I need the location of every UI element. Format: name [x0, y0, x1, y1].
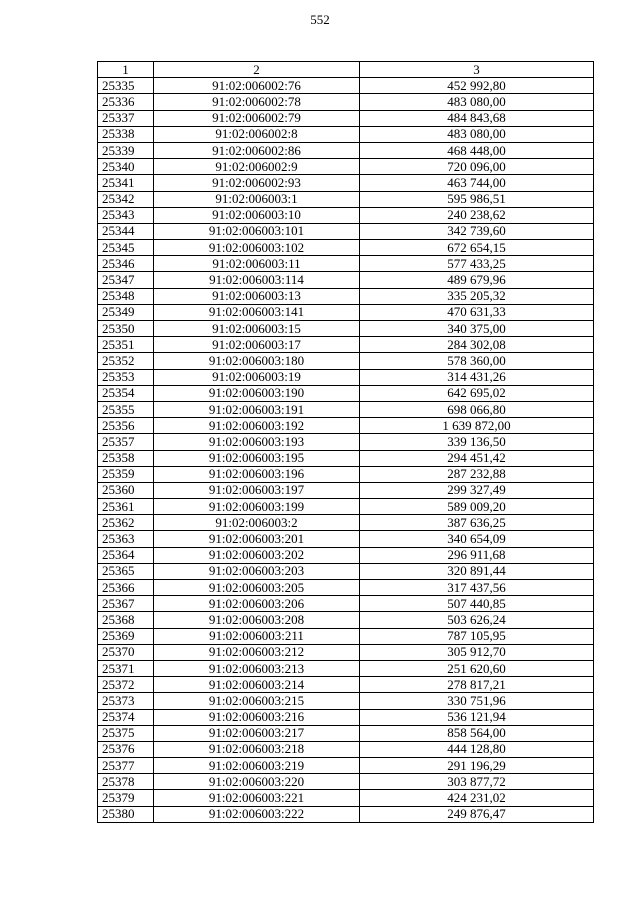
cadastral-value-cell: 589 009,20 — [360, 499, 594, 515]
page-number: 552 — [310, 12, 330, 27]
row-index-cell: 25380 — [98, 806, 154, 822]
cadastral-value-cell: 387 636,25 — [360, 515, 594, 531]
table-row — [98, 466, 594, 482]
cadastral-number-cell: 91:02:006003:11 — [154, 256, 360, 272]
cadastral-value-cell: 294 451,42 — [360, 450, 594, 466]
table-row — [98, 693, 594, 709]
row-index-cell: 25348 — [98, 288, 154, 304]
cadastral-value-cell: 1 639 872,00 — [360, 418, 594, 434]
cadastral-number-cell: 91:02:006003:212 — [154, 644, 360, 660]
cadastral-value-cell: 483 080,00 — [360, 94, 594, 110]
row-index-cell: 25358 — [98, 450, 154, 466]
cadastral-number-cell: 91:02:006003:203 — [154, 563, 360, 579]
table-row — [98, 175, 594, 191]
row-index-cell: 25373 — [98, 693, 154, 709]
row-index-cell: 25363 — [98, 531, 154, 547]
table-row — [98, 434, 594, 450]
cadastral-value-cell: 484 843,68 — [360, 110, 594, 126]
table-row — [98, 288, 594, 304]
cadastral-number-cell: 91:02:006002:76 — [154, 78, 360, 94]
cadastral-value-cell: 507 440,85 — [360, 596, 594, 612]
cadastral-number-cell: 91:02:006002:8 — [154, 126, 360, 142]
table-row — [98, 725, 594, 741]
table-row — [98, 660, 594, 676]
row-index-cell: 25341 — [98, 175, 154, 191]
cadastral-number-cell: 91:02:006003:15 — [154, 321, 360, 337]
row-index-cell: 25347 — [98, 272, 154, 288]
cadastral-value-cell: 296 911,68 — [360, 547, 594, 563]
cadastral-value-cell: 320 891,44 — [360, 563, 594, 579]
row-index-cell: 25342 — [98, 191, 154, 207]
row-index-cell: 25371 — [98, 660, 154, 676]
cadastral-number-cell: 91:02:006003:10 — [154, 207, 360, 223]
table-row — [98, 547, 594, 563]
table-row — [98, 709, 594, 725]
cadastral-number-cell: 91:02:006003:206 — [154, 596, 360, 612]
cadastral-number-cell: 91:02:006003:211 — [154, 628, 360, 644]
row-index-cell: 25359 — [98, 466, 154, 482]
table-row — [98, 126, 594, 142]
table-row — [98, 741, 594, 757]
table-row — [98, 385, 594, 401]
cadastral-number-cell: 91:02:006003:215 — [154, 693, 360, 709]
row-index-cell: 25356 — [98, 418, 154, 434]
row-index-cell: 25350 — [98, 321, 154, 337]
cadastral-number-cell: 91:02:006003:196 — [154, 466, 360, 482]
cadastral-number-cell: 91:02:006003:208 — [154, 612, 360, 628]
row-index-cell: 25366 — [98, 580, 154, 596]
row-index-cell: 25360 — [98, 482, 154, 498]
row-index-cell: 25378 — [98, 774, 154, 790]
table-row — [98, 790, 594, 806]
cadastral-number-cell: 91:02:006003:2 — [154, 515, 360, 531]
cadastral-number-cell: 91:02:006003:219 — [154, 758, 360, 774]
cadastral-value-cell: 342 739,60 — [360, 223, 594, 239]
cadastral-value-cell: 595 986,51 — [360, 191, 594, 207]
cadastral-number-cell: 91:02:006003:192 — [154, 418, 360, 434]
cadastral-number-cell: 91:02:006003:214 — [154, 677, 360, 693]
table-row — [98, 240, 594, 256]
row-index-cell: 25357 — [98, 434, 154, 450]
cadastral-number-cell: 91:02:006003:180 — [154, 353, 360, 369]
cadastral-value-cell: 284 302,08 — [360, 337, 594, 353]
table-row — [98, 110, 594, 126]
row-index-cell: 25374 — [98, 709, 154, 725]
cadastral-number-cell: 91:02:006002:93 — [154, 175, 360, 191]
cadastral-number-cell: 91:02:006003:141 — [154, 304, 360, 320]
table-row — [98, 369, 594, 385]
row-index-cell: 25343 — [98, 207, 154, 223]
table-row — [98, 563, 594, 579]
row-index-cell: 25351 — [98, 337, 154, 353]
table-row — [98, 628, 594, 644]
cadastral-value-cell: 536 121,94 — [360, 709, 594, 725]
cadastral-value-cell: 468 448,00 — [360, 142, 594, 158]
row-index-cell: 25365 — [98, 563, 154, 579]
table-row — [98, 499, 594, 515]
cadastral-value-cell: 314 431,26 — [360, 369, 594, 385]
table-row — [98, 450, 594, 466]
row-index-cell: 25362 — [98, 515, 154, 531]
cadastral-value-cell: 330 751,96 — [360, 693, 594, 709]
cadastral-number-cell: 91:02:006003:216 — [154, 709, 360, 725]
table-row — [98, 223, 594, 239]
row-index-cell: 25344 — [98, 223, 154, 239]
row-index-cell: 25338 — [98, 126, 154, 142]
column-header-index: 1 — [98, 62, 154, 78]
table-row — [98, 644, 594, 660]
cadastral-value-cell: 299 327,49 — [360, 482, 594, 498]
table-row — [98, 159, 594, 175]
cadastral-number-cell: 91:02:006003:101 — [154, 223, 360, 239]
row-index-cell: 25368 — [98, 612, 154, 628]
row-index-cell: 25364 — [98, 547, 154, 563]
row-index-cell: 25375 — [98, 725, 154, 741]
cadastral-value-cell: 489 679,96 — [360, 272, 594, 288]
row-index-cell: 25377 — [98, 758, 154, 774]
table-row — [98, 612, 594, 628]
cadastral-value-cell: 339 136,50 — [360, 434, 594, 450]
row-index-cell: 25339 — [98, 142, 154, 158]
cadastral-value-cell: 642 695,02 — [360, 385, 594, 401]
row-index-cell: 25361 — [98, 499, 154, 515]
cadastral-value-cell: 249 876,47 — [360, 806, 594, 822]
cadastral-number-cell: 91:02:006003:190 — [154, 385, 360, 401]
cadastral-number-cell: 91:02:006002:86 — [154, 142, 360, 158]
cadastral-value-cell: 578 360,00 — [360, 353, 594, 369]
column-header-value: 3 — [360, 62, 594, 78]
cadastral-number-cell: 91:02:006003:1 — [154, 191, 360, 207]
table-row — [98, 142, 594, 158]
cadastral-value-cell: 858 564,00 — [360, 725, 594, 741]
cadastral-value-cell: 503 626,24 — [360, 612, 594, 628]
row-index-cell: 25372 — [98, 677, 154, 693]
cadastral-value-cell: 291 196,29 — [360, 758, 594, 774]
table-row — [98, 337, 594, 353]
table-row — [98, 774, 594, 790]
cadastral-value-cell: 303 877,72 — [360, 774, 594, 790]
table-row — [98, 418, 594, 434]
table-row — [98, 596, 594, 612]
table-header-row — [98, 62, 594, 78]
cadastral-number-cell: 91:02:006003:195 — [154, 450, 360, 466]
cadastral-value-cell: 698 066,80 — [360, 401, 594, 417]
cadastral-value-cell: 672 654,15 — [360, 240, 594, 256]
cadastral-value-table — [97, 61, 594, 823]
cadastral-value-cell: 335 205,32 — [360, 288, 594, 304]
cadastral-number-cell: 91:02:006002:79 — [154, 110, 360, 126]
row-index-cell: 25354 — [98, 385, 154, 401]
cadastral-value-cell: 240 238,62 — [360, 207, 594, 223]
table-row — [98, 515, 594, 531]
cadastral-value-cell: 787 105,95 — [360, 628, 594, 644]
cadastral-number-cell: 91:02:006003:218 — [154, 741, 360, 757]
cadastral-value-cell: 340 654,09 — [360, 531, 594, 547]
cadastral-number-cell: 91:02:006003:114 — [154, 272, 360, 288]
cadastral-number-cell: 91:02:006003:102 — [154, 240, 360, 256]
table-row — [98, 482, 594, 498]
row-index-cell: 25355 — [98, 401, 154, 417]
cadastral-number-cell: 91:02:006003:191 — [154, 401, 360, 417]
table-row — [98, 321, 594, 337]
table-row — [98, 272, 594, 288]
table-row — [98, 256, 594, 272]
row-index-cell: 25346 — [98, 256, 154, 272]
cadastral-number-cell: 91:02:006003:199 — [154, 499, 360, 515]
cadastral-number-cell: 91:02:006003:202 — [154, 547, 360, 563]
cadastral-number-cell: 91:02:006003:222 — [154, 806, 360, 822]
cadastral-number-cell: 91:02:006003:221 — [154, 790, 360, 806]
table-row — [98, 531, 594, 547]
cadastral-value-cell: 287 232,88 — [360, 466, 594, 482]
row-index-cell: 25345 — [98, 240, 154, 256]
table-row — [98, 94, 594, 110]
cadastral-value-cell: 483 080,00 — [360, 126, 594, 142]
row-index-cell: 25370 — [98, 644, 154, 660]
cadastral-number-cell: 91:02:006003:13 — [154, 288, 360, 304]
cadastral-value-cell: 463 744,00 — [360, 175, 594, 191]
row-index-cell: 25369 — [98, 628, 154, 644]
row-index-cell: 25337 — [98, 110, 154, 126]
cadastral-value-cell: 720 096,00 — [360, 159, 594, 175]
cadastral-number-cell: 91:02:006003:217 — [154, 725, 360, 741]
row-index-cell: 25379 — [98, 790, 154, 806]
row-index-cell: 25336 — [98, 94, 154, 110]
row-index-cell: 25335 — [98, 78, 154, 94]
cadastral-value-cell: 444 128,80 — [360, 741, 594, 757]
cadastral-number-cell: 91:02:006003:205 — [154, 580, 360, 596]
cadastral-number-cell: 91:02:006003:220 — [154, 774, 360, 790]
row-index-cell: 25340 — [98, 159, 154, 175]
row-index-cell: 25367 — [98, 596, 154, 612]
table-row — [98, 304, 594, 320]
cadastral-number-cell: 91:02:006002:9 — [154, 159, 360, 175]
row-index-cell: 25353 — [98, 369, 154, 385]
cadastral-number-cell: 91:02:006003:197 — [154, 482, 360, 498]
cadastral-number-cell: 91:02:006002:78 — [154, 94, 360, 110]
cadastral-value-cell: 424 231,02 — [360, 790, 594, 806]
table-row — [98, 207, 594, 223]
row-index-cell: 25349 — [98, 304, 154, 320]
cadastral-number-cell: 91:02:006003:201 — [154, 531, 360, 547]
table-row — [98, 677, 594, 693]
cadastral-value-cell: 577 433,25 — [360, 256, 594, 272]
row-index-cell: 25352 — [98, 353, 154, 369]
cadastral-number-cell: 91:02:006003:17 — [154, 337, 360, 353]
table-body — [98, 78, 594, 823]
row-index-cell: 25376 — [98, 741, 154, 757]
cadastral-value-cell: 340 375,00 — [360, 321, 594, 337]
cadastral-value-cell: 470 631,33 — [360, 304, 594, 320]
table-row — [98, 806, 594, 822]
table-row — [98, 401, 594, 417]
cadastral-number-cell: 91:02:006003:19 — [154, 369, 360, 385]
table-row — [98, 78, 594, 94]
cadastral-value-cell: 452 992,80 — [360, 78, 594, 94]
cadastral-value-cell: 305 912,70 — [360, 644, 594, 660]
cadastral-value-cell: 251 620,60 — [360, 660, 594, 676]
table-row — [98, 191, 594, 207]
cadastral-number-cell: 91:02:006003:193 — [154, 434, 360, 450]
column-header-cadastral-number: 2 — [154, 62, 360, 78]
cadastral-value-cell: 317 437,56 — [360, 580, 594, 596]
cadastral-value-cell: 278 817,21 — [360, 677, 594, 693]
cadastral-number-cell: 91:02:006003:213 — [154, 660, 360, 676]
table-row — [98, 758, 594, 774]
table-row — [98, 580, 594, 596]
table-row — [98, 353, 594, 369]
